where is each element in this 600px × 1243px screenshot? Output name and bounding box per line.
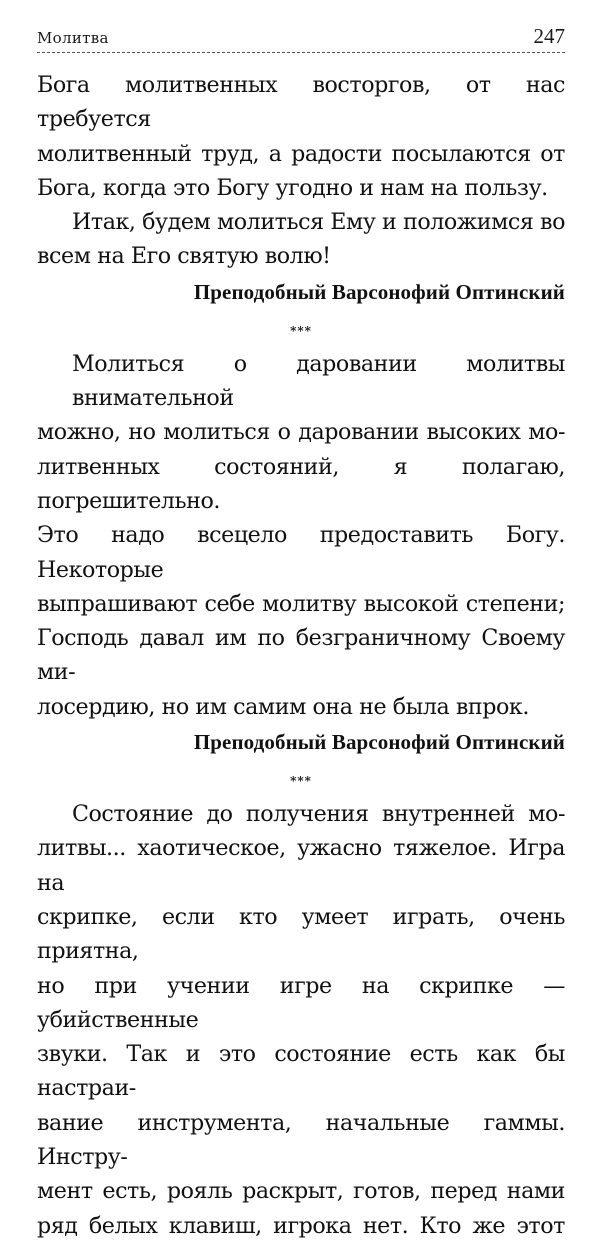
text-line: всем на Его святую волю! (37, 243, 331, 270)
text-line: Итак, будем молиться Ему и положимся во (72, 209, 565, 236)
book-page (37, 0, 565, 1239)
paragraph (37, 797, 565, 1243)
text-line: молитвенный труд, а радости посылаются от (37, 140, 565, 167)
section-3 (37, 775, 565, 1243)
section-2 (37, 325, 565, 759)
text-line: лосердию, но им самим она не была впрок. (37, 693, 529, 720)
section-separator: *** (290, 774, 312, 789)
text-line: мент есть, рояль раскрыт, готов, перед нами (37, 1178, 565, 1205)
section-1 (37, 68, 565, 309)
text-line: вание инструмента, начальные гаммы. Инстру- (37, 1109, 565, 1171)
text-line: можно, но молиться о даровании высоких мо- (37, 419, 565, 446)
author-signature: Преподобный Варсонофий Оптинский (193, 730, 565, 755)
header-rule (37, 52, 565, 53)
paragraph (37, 205, 565, 274)
text-line: но при учении игре на скрипке — убийственные (37, 972, 565, 1033)
text-line: Господь давал им по безграничному Своему ми- (37, 625, 565, 686)
running-head (37, 0, 565, 56)
text-line: Это надо всецело предоставить Богу. Некоторые (37, 522, 565, 583)
text-line: Бога молитвенных восторгов, от нас требуется (37, 72, 565, 133)
paragraph (37, 347, 565, 724)
text-line: звуки. Так и это состояние есть как бы настраи- (37, 1041, 565, 1102)
text-line: литвенных состояний, я полагаю, погрешительно. (37, 453, 565, 514)
text-line: Молиться о даровании молитвы внимательной (72, 350, 565, 412)
text-line: Бога, когда это Богу угодно и нам на пользу. (37, 174, 548, 201)
running-title: Молитва (37, 29, 109, 47)
body-text (37, 68, 565, 1243)
text-line: скрипке, если кто умеет играть, очень приятна, (37, 903, 565, 965)
section-separator: *** (290, 323, 312, 338)
text-line: выпрашивают себе молитву высокой степени; (37, 590, 565, 617)
text-line: литвы... хаотическое, ужасно тяжелое. Игра на (37, 835, 565, 896)
page-number: 247 (533, 24, 565, 48)
paragraph-continued (37, 68, 565, 205)
text-line: Состояние до получения внутренней мо- (72, 801, 565, 828)
text-line: ряд белых клавиш, игрока нет. Кто же этот (37, 1212, 565, 1239)
author-signature: Преподобный Варсонофий Оптинский (193, 279, 565, 304)
